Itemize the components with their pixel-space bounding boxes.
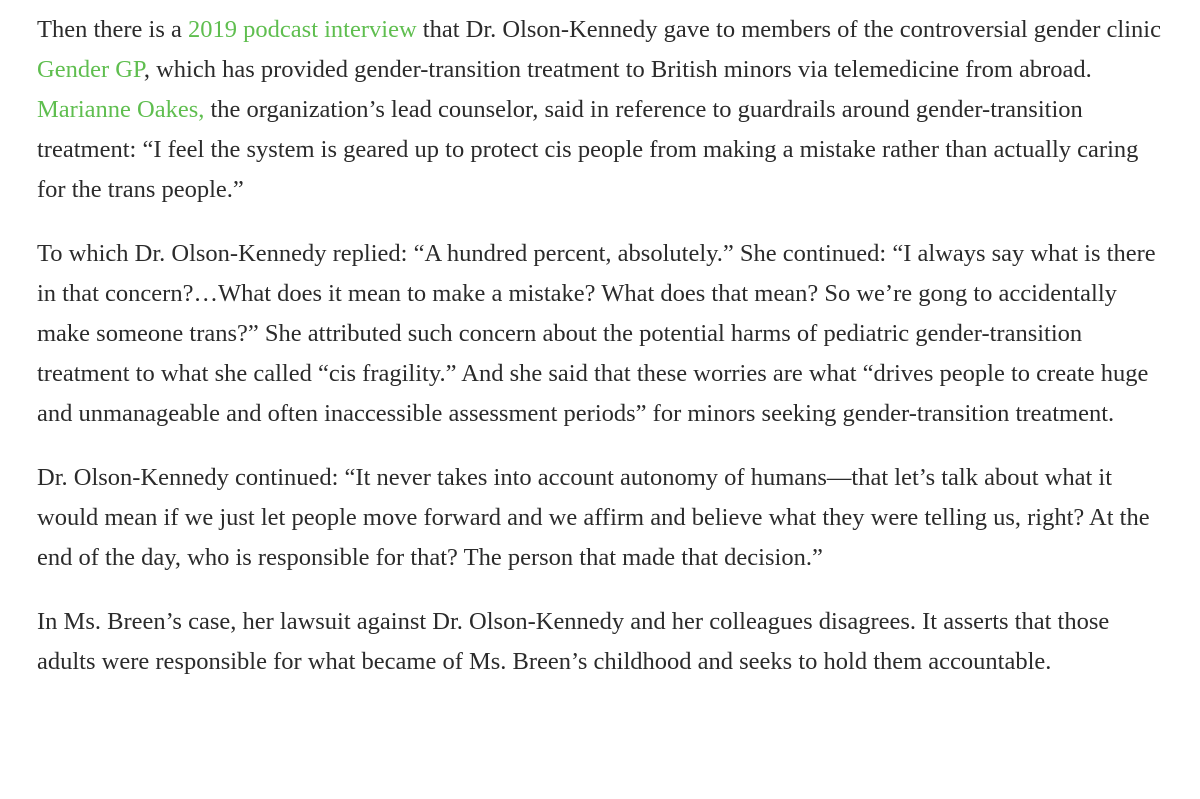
paragraph-text: , which has provided gender-transition treatment to British minors via telemedicine from abroad. (143, 56, 1092, 83)
paragraph-continued: Dr. Olson-Kennedy continued: “It never takes into account autonomy of humans—that let’s talk about what it would mean if we just let people move forward and we affirm and believe what they were telling us, right? At the end of the day, who is responsible for that? The person that made that decision.” (37, 464, 1150, 571)
paragraph-podcast-interview (37, 10, 1170, 210)
paragraph-reply: To which Dr. Olson-Kennedy replied: “A hundred percent, absolutely.” She continued: “I always say what is there in that concern?…What does it mean to make a mistake? What does that mean? So we’re gong to accidentally make someone trans?” She attributed such concern about the potential harms of pediatric gender-transition treatment to what she called “cis fragility.” And she said that these worries are what “drives people to create huge and unmanageable and often inaccessible assessment periods” for minors seeking gender-transition treatment. (37, 240, 1156, 427)
paragraph-text: Then there is a (37, 16, 189, 43)
podcast-interview-link[interactable]: 2019 podcast interview (188, 16, 417, 43)
paragraph-lawsuit: In Ms. Breen’s case, her lawsuit against Dr. Olson-Kennedy and her colleagues disagrees. It asserts that those adults were responsible for what became of Ms. Breen’s childhood and seeks to hold them accountable. (37, 608, 1110, 675)
marianne-oakes-link[interactable]: Marianne Oakes, (37, 96, 205, 123)
gender-gp-link[interactable]: Gender GP (37, 56, 144, 83)
paragraph-text: the organization’s lead counselor, said in reference to guardrails around gender-transition treatment: “I feel the system is geared up to protect cis people from making a mistake rather than actually caring for the trans people.” (37, 96, 1139, 203)
paragraph-text: that Dr. Olson-Kennedy gave to members of the controversial gender clinic (416, 16, 1161, 43)
